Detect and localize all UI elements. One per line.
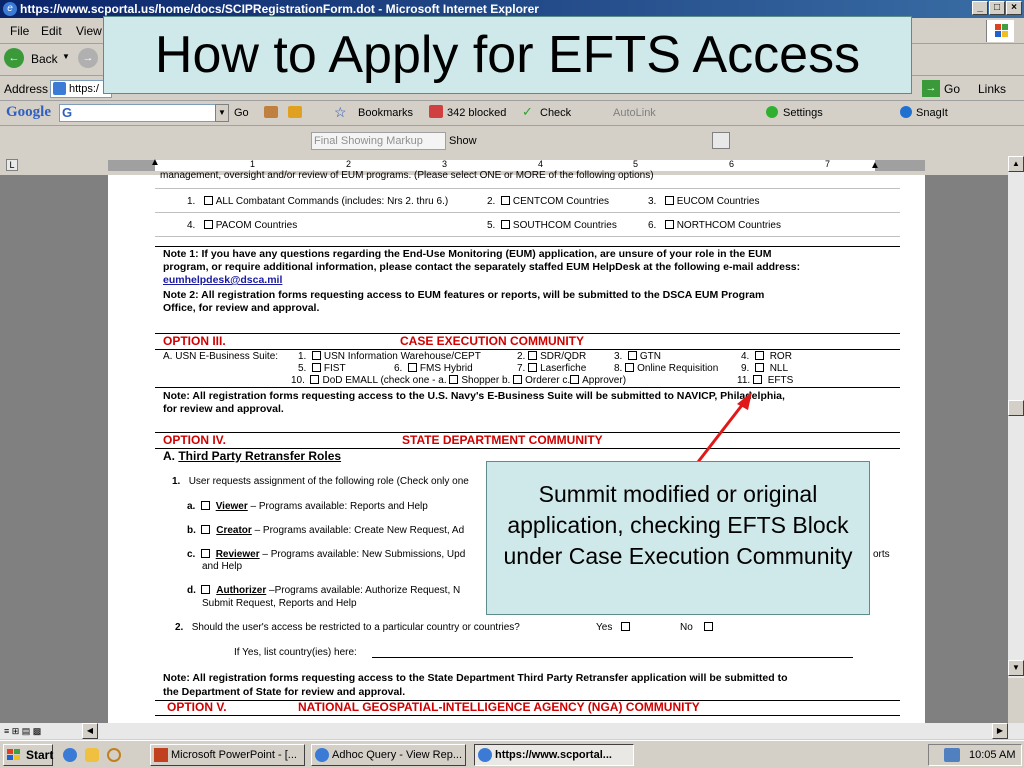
- checkbox[interactable]: [755, 351, 764, 360]
- go-button[interactable]: Go: [944, 82, 961, 96]
- markup-select[interactable]: Final Showing Markup: [311, 132, 446, 150]
- horizontal-scrollbar[interactable]: [0, 723, 1024, 739]
- links-button[interactable]: Links: [978, 82, 1007, 96]
- taskbar-label: Microsoft PowerPoint - [...: [171, 749, 297, 761]
- role-desc: – Programs available: Create New Request, Ad: [251, 525, 465, 536]
- q1-text: User requests assignment of the following role (Check only one: [188, 476, 469, 487]
- windows-logo-icon: [986, 20, 1014, 42]
- ruler-tick: 3: [442, 159, 448, 169]
- checkbox[interactable]: [513, 375, 522, 384]
- reviewer-checkbox[interactable]: [201, 549, 210, 558]
- view-buttons-icon[interactable]: ≡ ⊞ ▤ ▩: [4, 726, 42, 736]
- back-button[interactable]: Back: [31, 52, 58, 66]
- item-label: FIST: [323, 363, 346, 374]
- checkbox[interactable]: [528, 363, 537, 372]
- item-label: Approver): [582, 375, 627, 386]
- item-label: DoD EMALL (check one - a.: [322, 375, 447, 386]
- scroll-thumb[interactable]: [1008, 400, 1024, 416]
- item-label: NLL: [769, 363, 789, 374]
- back-arrow-icon[interactable]: ←: [4, 48, 24, 68]
- authorizer-checkbox[interactable]: [201, 585, 210, 594]
- cut-off-text: management, oversight and/or review of EUM programs. (Please select ONE or MORE of the following options): [160, 170, 654, 181]
- usn-suite-label: A. USN E-Business Suite:: [163, 351, 279, 362]
- taskbar-label: Adhoc Query - View Rep...: [332, 749, 463, 761]
- tab-selector[interactable]: L: [6, 159, 18, 171]
- ruler-tick: 4: [538, 159, 544, 169]
- item-label: NORTHCOM Countries: [676, 220, 781, 231]
- q2-text: Should the user's access be restricted to a particular country or countries?: [191, 622, 520, 633]
- google-go-button[interactable]: Go: [234, 107, 249, 119]
- tpr-title: Third Party Retransfer Roles: [178, 449, 342, 463]
- option-row-1c: [648, 196, 760, 207]
- check-button[interactable]: Check: [540, 107, 572, 119]
- option-row-2b: [487, 220, 617, 231]
- note1-line2: program, or require additional information, please contact the separately staffed EUM HelpDesk at the following e-mail address:: [163, 261, 801, 273]
- checkbox[interactable]: [625, 363, 634, 372]
- option-row-2c: [648, 220, 781, 231]
- item-label: GTN: [639, 351, 662, 362]
- item-label: ROR: [769, 351, 792, 362]
- ie-icon: e: [3, 2, 17, 16]
- note2-line2: Office, for review and approval.: [163, 302, 320, 314]
- checkbox[interactable]: [628, 351, 637, 360]
- tpr-prefix: A.: [163, 449, 175, 463]
- note3-line2: for review and approval.: [163, 403, 284, 415]
- ruler-tick: 5: [633, 159, 639, 169]
- scroll-right-icon[interactable]: ▶: [992, 723, 1008, 739]
- window-title-bar: https://www.scportal.us/home/docs/SCIPRegistrationForm.dot - Microsoft Internet Explorer: [0, 0, 1024, 18]
- question-2: [175, 622, 520, 633]
- slide-title: How to Apply for EFTS Access: [103, 16, 912, 94]
- show-button[interactable]: Show: [449, 135, 477, 147]
- role-name: Reviewer: [215, 549, 260, 560]
- settings-button[interactable]: Settings: [783, 107, 823, 119]
- checkbox[interactable]: [310, 375, 319, 384]
- item-number: 5.: [298, 363, 307, 374]
- note2-line1: Note 2: All registration forms requesting access to EUM features or reports, will be submitted to the DSCA EUM Program: [163, 289, 765, 301]
- item-number: 7.: [517, 363, 526, 374]
- item-label: Laserfiche: [540, 363, 587, 374]
- maximize-button[interactable]: □: [989, 1, 1005, 15]
- scroll-left-icon[interactable]: ◀: [82, 723, 98, 739]
- option-4-title: STATE DEPARTMENT COMMUNITY: [402, 433, 603, 447]
- ruler-left-margin: [108, 160, 155, 171]
- item-number: 1.: [298, 351, 307, 362]
- page-icon: [53, 82, 66, 95]
- quicklaunch-icon[interactable]: [85, 748, 99, 762]
- spellcheck-icon: ✓: [522, 104, 533, 119]
- ruler-tick: 6: [729, 159, 735, 169]
- usn-item-7: [517, 363, 586, 374]
- popup-blocked-count[interactable]: 342 blocked: [447, 107, 507, 119]
- note4-line1: Note: All registration forms requesting access to the State Department Third Party Retransfer application will be submitted to: [163, 672, 788, 684]
- browse-object-controls[interactable]: [1008, 678, 1024, 723]
- google-search-dropdown-icon[interactable]: ▼: [215, 104, 229, 122]
- item-label: SDR/QDR: [540, 351, 587, 362]
- note3-line1: Note: All registration forms requesting access to the U.S. Navy's E-Business Suite will be submitted to NAVICP, Philadelphia,: [163, 390, 785, 402]
- option-row-1: [187, 196, 448, 207]
- google-search-input[interactable]: [59, 104, 229, 122]
- item-number: 10.: [291, 375, 305, 386]
- yes-label: Yes: [596, 622, 613, 633]
- role-name: Creator: [216, 525, 252, 536]
- item-number: 5.: [487, 220, 496, 231]
- creator-checkbox[interactable]: [201, 525, 210, 534]
- no-label: No: [680, 622, 693, 633]
- minimize-button[interactable]: _: [972, 1, 988, 15]
- role-a: [187, 501, 484, 512]
- ruler-tick: 7: [825, 159, 831, 169]
- checkbox[interactable]: [408, 363, 417, 372]
- taskbar-label: https://www.scportal...: [495, 749, 612, 761]
- news-icon[interactable]: [264, 106, 278, 118]
- clock[interactable]: 10:05 AM: [969, 749, 1016, 761]
- checkbox[interactable]: [501, 196, 510, 205]
- role-c-tail: orts: [873, 549, 890, 560]
- role-letter: c.: [187, 549, 196, 560]
- yes-option: [596, 622, 633, 633]
- option-row-1b: [487, 196, 609, 207]
- country-list-label: If Yes, list country(ies) here:: [234, 647, 357, 658]
- checkbox[interactable]: [204, 196, 213, 205]
- usn-item-5: [298, 363, 346, 374]
- powerpoint-icon: [154, 748, 168, 762]
- autolink-button[interactable]: AutoLink: [613, 107, 656, 119]
- item-label: Orderer c.: [525, 375, 571, 386]
- system-tray: [928, 744, 1022, 766]
- item-label: SOUTHCOM Countries: [512, 220, 617, 231]
- role-name: Viewer: [215, 501, 248, 512]
- item-label: ALL Combatant Commands (includes: Nrs 2. thru 6.): [215, 196, 449, 207]
- slide-callout: Summit modified or original application, checking EFTS Block under Case Execution Community: [486, 461, 870, 615]
- q2-number: 2.: [175, 622, 184, 633]
- item-number: 8.: [614, 363, 623, 374]
- item-number: 6.: [648, 220, 657, 231]
- checkbox[interactable]: [312, 363, 321, 372]
- ie-task-icon: [315, 748, 329, 762]
- network-icon[interactable]: [944, 748, 960, 762]
- usn-item-8: [614, 363, 718, 374]
- right-indent-marker-icon[interactable]: ▲: [870, 160, 880, 171]
- scroll-down-icon[interactable]: ▼: [1008, 660, 1024, 676]
- checkbox[interactable]: [755, 363, 764, 372]
- viewer-checkbox[interactable]: [201, 501, 210, 510]
- no-option: [680, 622, 716, 633]
- item-label: Online Requisition: [637, 363, 719, 374]
- helpdesk-email-link[interactable]: eumhelpdesk@dsca.mil: [163, 274, 283, 286]
- role-d: [187, 585, 484, 596]
- highlight-icon[interactable]: [288, 106, 302, 118]
- role-desc: –Programs available: Authorize Request, N: [266, 585, 461, 596]
- go-arrow-icon[interactable]: →: [922, 80, 940, 97]
- google-g-icon[interactable]: G: [62, 105, 73, 120]
- start-label: Start: [26, 748, 54, 762]
- option-row-2: [187, 220, 297, 231]
- menu-edit[interactable]: Edit: [41, 24, 62, 38]
- windows-start-icon: [7, 749, 20, 761]
- vertical-scrollbar[interactable]: [1008, 156, 1024, 723]
- item-label: EFTS: [767, 375, 794, 386]
- item-number: 4.: [187, 220, 196, 231]
- item-number: 2.: [487, 196, 496, 207]
- pointer-arrow: [690, 390, 760, 465]
- usn-item-2: [517, 351, 586, 362]
- item-label: EUCOM Countries: [676, 196, 760, 207]
- checkbox[interactable]: [528, 351, 537, 360]
- usn-item-4: [741, 351, 792, 362]
- role-desc: – Programs available: New Submissions, Upd: [259, 549, 466, 560]
- back-dropdown-icon[interactable]: ▼: [62, 52, 70, 61]
- no-checkbox[interactable]: [704, 622, 713, 631]
- reviewing-pane-icon[interactable]: [712, 132, 730, 149]
- usn-item-3: [614, 351, 661, 362]
- q1-number: 1.: [172, 476, 181, 487]
- checkbox[interactable]: [665, 196, 674, 205]
- reviewing-toolbar: [0, 127, 1024, 155]
- forward-arrow-icon[interactable]: →: [78, 48, 98, 68]
- role-letter: a.: [187, 501, 196, 512]
- taskbar-powerpoint[interactable]: [150, 744, 305, 766]
- taskbar-adhoc-query[interactable]: [311, 744, 466, 766]
- note4-line2: the Department of State for review and approval.: [163, 686, 406, 698]
- role-c: [187, 549, 484, 560]
- checkbox[interactable]: [312, 351, 321, 360]
- item-label: CENTCOM Countries: [512, 196, 610, 207]
- item-label: Shopper b.: [461, 375, 511, 386]
- item-label: PACOM Countries: [215, 220, 298, 231]
- item-number: 4.: [741, 351, 750, 362]
- close-button[interactable]: ×: [1006, 1, 1022, 15]
- efts-checkbox[interactable]: [753, 375, 762, 384]
- item-number: 6.: [394, 363, 403, 374]
- taskbar-scportal[interactable]: [474, 744, 634, 766]
- checkbox[interactable]: [665, 220, 674, 229]
- role-desc: – Programs available: Reports and Help: [247, 501, 428, 512]
- item-number: 9.: [741, 363, 750, 374]
- item-number: 1.: [187, 196, 196, 207]
- bookmarks-button[interactable]: Bookmarks: [358, 107, 414, 119]
- checkbox[interactable]: [449, 375, 458, 384]
- option-3-label: OPTION III.: [163, 334, 226, 348]
- quicklaunch-clock-icon[interactable]: [107, 748, 121, 762]
- popup-blocker-icon: [429, 105, 443, 118]
- usn-item-11-efts: [737, 375, 793, 386]
- scroll-up-icon[interactable]: ▲: [1008, 156, 1024, 172]
- option-5-label: OPTION V.: [167, 700, 227, 714]
- checkbox[interactable]: [204, 220, 213, 229]
- ie-task-icon: [478, 748, 492, 762]
- usn-item-10: [291, 375, 626, 386]
- question-1: [172, 476, 484, 487]
- usn-item-6: [394, 363, 473, 374]
- google-logo: Google: [6, 104, 51, 120]
- usn-item-9: [741, 363, 788, 374]
- menu-file[interactable]: File: [10, 24, 30, 38]
- option-3-title: CASE EXECUTION COMMUNITY: [400, 334, 585, 348]
- checkbox[interactable]: [501, 220, 510, 229]
- item-number: 3.: [648, 196, 657, 207]
- indent-marker-icon[interactable]: ▲: [150, 157, 160, 168]
- ruler-tick: 2: [346, 159, 352, 169]
- item-number: 2.: [517, 351, 526, 362]
- quicklaunch-ie-icon[interactable]: [63, 748, 77, 762]
- role-name: Authorizer: [216, 585, 267, 596]
- snagit-button[interactable]: SnagIt: [916, 107, 948, 119]
- bookmarks-star-icon[interactable]: ☆: [334, 104, 347, 120]
- role-b: [187, 525, 484, 536]
- item-label: USN Information Warehouse/CEPT: [323, 351, 481, 362]
- item-number: 11.: [737, 375, 751, 386]
- item-label: FMS Hybrid: [419, 363, 473, 374]
- settings-icon: [766, 106, 778, 118]
- ruler-tick: 1: [250, 159, 256, 169]
- address-value: https:/: [69, 83, 99, 95]
- option-5-title: NATIONAL GEOSPATIAL-INTELLIGENCE AGENCY (NGA) COMMUNITY: [298, 700, 700, 714]
- address-label: Address: [4, 82, 49, 96]
- snagit-icon: [900, 106, 912, 118]
- checkbox[interactable]: [570, 375, 579, 384]
- note1-line1: Note 1: If you have any questions regarding the End-Use Monitoring (EUM) application, are unsure of your role in the EUM: [163, 248, 772, 260]
- yes-checkbox[interactable]: [621, 622, 630, 631]
- item-number: 3.: [614, 351, 623, 362]
- usn-item-1: [298, 351, 481, 362]
- role-c-line2: and Help: [202, 561, 243, 572]
- role-letter: b.: [187, 525, 196, 536]
- menu-view[interactable]: View: [76, 24, 102, 38]
- option-4-label: OPTION IV.: [163, 433, 226, 447]
- role-d-line2: Submit Request, Reports and Help: [202, 598, 357, 609]
- tpr-heading: [163, 449, 341, 463]
- role-letter: d.: [187, 585, 196, 596]
